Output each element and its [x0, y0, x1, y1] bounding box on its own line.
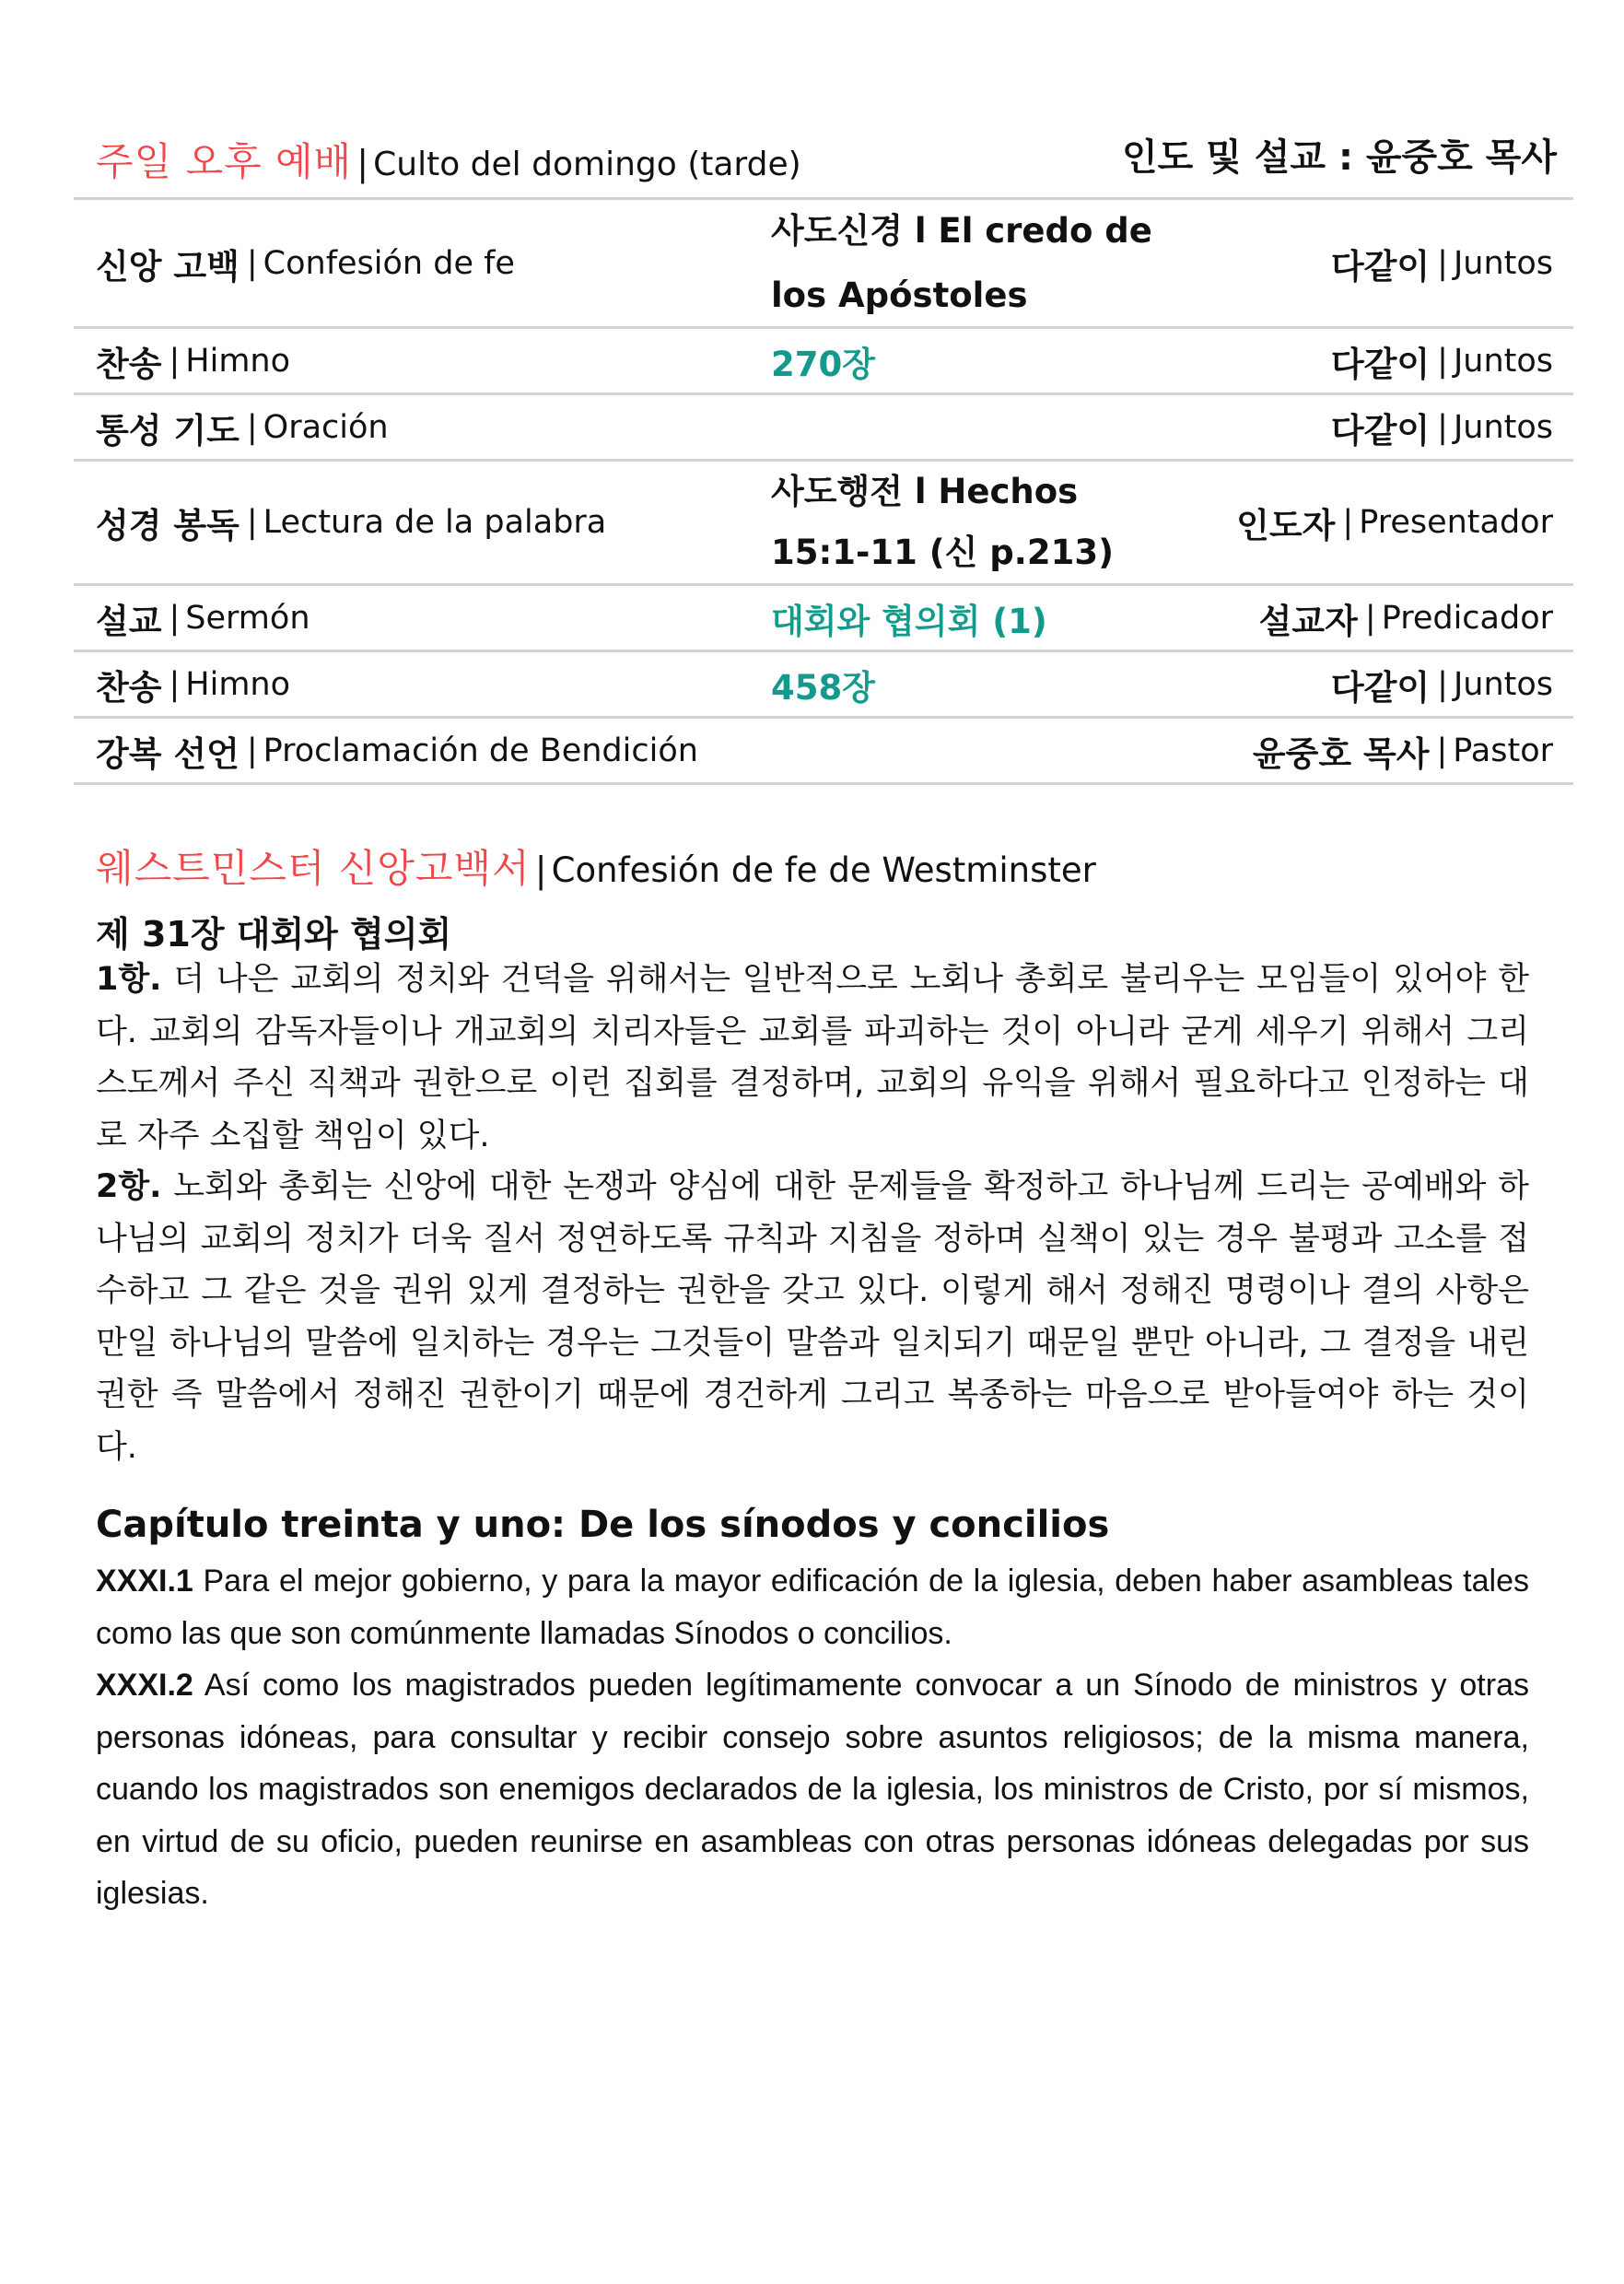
order-role-es: Pastor — [1453, 732, 1553, 769]
separator: | — [246, 504, 258, 541]
order-detail — [771, 395, 1195, 459]
order-item-es: Sermón — [185, 599, 310, 637]
order-item-es: Himno — [185, 665, 291, 703]
order-item-es: Oración — [263, 408, 389, 446]
paragraph-es-1 — [96, 1555, 1529, 1659]
paragraph-number: 1항. — [96, 961, 162, 998]
scripture-reference: 사도행전 l Hechos 15:1-11 (신 p.213) — [771, 472, 1114, 572]
order-row-benediction — [74, 716, 1573, 785]
paragraph-es-2 — [96, 1659, 1529, 1920]
order-item-ko: 찬송 — [96, 344, 162, 384]
order-item-es: Himno — [185, 342, 291, 380]
order-detail-text: 사도신경 l El credo de los Apóstoles — [771, 210, 1152, 315]
paragraph-number: 2항. — [96, 1168, 162, 1205]
service-header — [96, 124, 1557, 198]
order-item — [96, 329, 290, 392]
order-role — [1253, 719, 1553, 782]
separator: | — [1437, 342, 1448, 380]
chapter-title-es: Capítulo treinta y uno: De los sínodos y concilios — [96, 1504, 1110, 1546]
order-row-sermon — [74, 583, 1573, 650]
order-of-worship — [74, 197, 1573, 785]
title-separator: | — [356, 143, 369, 183]
order-role-es: Juntos — [1453, 342, 1553, 380]
title-separator: | — [534, 849, 547, 890]
service-title-es: Culto del domingo (tarde) — [373, 146, 801, 183]
separator: | — [1436, 732, 1448, 769]
service-leader: 인도 및 설교 : 윤중호 목사 — [1121, 136, 1557, 179]
order-role-ko: 인도자 — [1236, 506, 1336, 545]
confession-title-es: Confesión de fe de Westminster — [551, 850, 1096, 890]
order-role — [1259, 586, 1553, 650]
order-item-ko: 성경 봉독 — [96, 506, 240, 545]
paragraph-text: Así como los magistrados pueden legítimamente convocar a un Sínodo de ministros y otras personas idóneas, para consultar y recibir consejo sobre asuntos religiosos; de la misma manera, cuando los magistrados son enemigos declarados de la iglesia, los ministros de Cristo, por sí mismos, en virtud de su oficio, pueden reunirse en asambleas con otras personas idóneas delegadas por sus iglesias. — [96, 1668, 1529, 1911]
order-role-es: Juntos — [1453, 408, 1553, 446]
separator: | — [169, 599, 181, 637]
order-item-es: Lectura de la palabra — [263, 504, 607, 541]
separator: | — [246, 244, 258, 282]
chapter-title-ko: 제 31장 대회와 협의회 — [96, 914, 452, 955]
order-item — [96, 200, 515, 326]
separator: | — [1437, 408, 1448, 446]
order-role-ko: 다같이 — [1330, 410, 1431, 451]
order-role-ko: 다같이 — [1330, 667, 1431, 708]
order-item-ko: 신앙 고백 — [96, 246, 240, 287]
order-item-ko: 찬송 — [96, 667, 162, 708]
order-item-ko: 설교 — [96, 601, 162, 641]
paragraph-number: XXXI.2 — [96, 1668, 193, 1703]
order-role — [1331, 200, 1553, 326]
paragraph-text: 노회와 총회는 신앙에 대한 논쟁과 양심에 대한 문제들을 확정하고 하나님께 드리는 공예배와 하나님의 교회의 정치가 더욱 질서 정연하도록 규칙과 지침을 정하며 실책이 있는 경우 불평과 고소를 접수하고 그 같은 것을 권위 있게 결정하는 권한을 갖고 있다. 이렇게 해서 정해진 명령이나 결의 사항은 만일 하나님의 말씀에 일치하는 경우는 그것들이 말씀과 일치되기 때문일 뿐만 아니라, 그 결정을 내린 권한 즉 말씀에서 정해진 권한이기 때문에 경건하게 그리고 복종하는 마음으로 받아들여야 하는 것이다. — [96, 1168, 1529, 1466]
separator: | — [1437, 665, 1448, 703]
separator: | — [246, 732, 258, 769]
order-item-ko: 통성 기도 — [96, 410, 240, 451]
order-role-ko: 설교자 — [1258, 601, 1358, 641]
order-row-reading — [74, 459, 1573, 583]
separator: | — [169, 665, 181, 703]
order-row-confession — [74, 197, 1573, 326]
separator: | — [1437, 244, 1448, 282]
service-title — [96, 132, 801, 187]
order-role — [1331, 395, 1553, 459]
confession-title-ko: 웨스트민스터 신앙고백서 — [96, 846, 531, 891]
order-role-es: Presentador — [1359, 504, 1553, 541]
paragraph-ko-1 — [96, 954, 1529, 1162]
order-role-es: Juntos — [1453, 244, 1553, 282]
order-item — [96, 719, 698, 782]
order-role-ko: 다같이 — [1330, 344, 1431, 384]
separator: | — [1342, 504, 1354, 541]
paragraph-ko-2 — [96, 1161, 1529, 1473]
sermon-title: 대회와 협의회 (1) — [771, 601, 1047, 641]
order-role — [1331, 652, 1553, 716]
paragraph-text: 더 나은 교회의 정치와 건덕을 위해서는 일반적으로 노회나 총회로 불리우는 모임들이 있어야 한다. 교회의 감독자들이나 개교회의 치리자들은 교회를 파괴하는 것이 아니라 굳게 세우기 위해서 그리스도께서 주신 직책과 권한으로 이런 집회를 결정하며, 교회의 유익을 위해서 필요하다고 인정하는 대로 자주 소집할 책임이 있다. — [96, 961, 1529, 1154]
order-role-es: Predicador — [1381, 599, 1553, 637]
order-detail — [771, 586, 1195, 650]
order-role-ko: 다같이 — [1330, 246, 1431, 287]
order-row-prayer — [74, 392, 1573, 459]
confession-heading — [96, 838, 1096, 894]
order-role — [1236, 462, 1553, 583]
order-item — [96, 652, 290, 716]
order-row-hymn-2 — [74, 650, 1573, 716]
service-title-ko: 주일 오후 예배 — [96, 139, 353, 184]
paragraph-number: XXXI.1 — [96, 1564, 193, 1599]
order-detail — [771, 329, 1195, 392]
order-detail — [771, 462, 1139, 583]
order-role — [1331, 329, 1553, 392]
order-item-es: Proclamación de Bendición — [263, 732, 698, 769]
order-item-es: Confesión de fe — [263, 244, 515, 282]
hymn-number: 458장 — [771, 667, 875, 708]
order-role-es: Juntos — [1453, 665, 1553, 703]
hymn-number: 270장 — [771, 344, 875, 384]
order-role-ko: 윤중호 목사 — [1252, 733, 1430, 774]
separator: | — [1364, 599, 1376, 637]
paragraph-text: Para el mejor gobierno, y para la mayor edificación de la iglesia, deben haber asambleas tales como las que son comúnmente llamadas Sínodos o concilios. — [96, 1564, 1529, 1651]
separator: | — [169, 342, 181, 380]
order-item-ko: 강복 선언 — [96, 733, 240, 774]
order-item — [96, 462, 606, 583]
order-detail — [771, 200, 1195, 326]
order-detail — [771, 719, 1195, 782]
order-detail — [771, 652, 1195, 716]
separator: | — [246, 408, 258, 446]
order-row-hymn-1 — [74, 326, 1573, 392]
order-item — [96, 586, 310, 650]
order-item — [96, 395, 389, 459]
